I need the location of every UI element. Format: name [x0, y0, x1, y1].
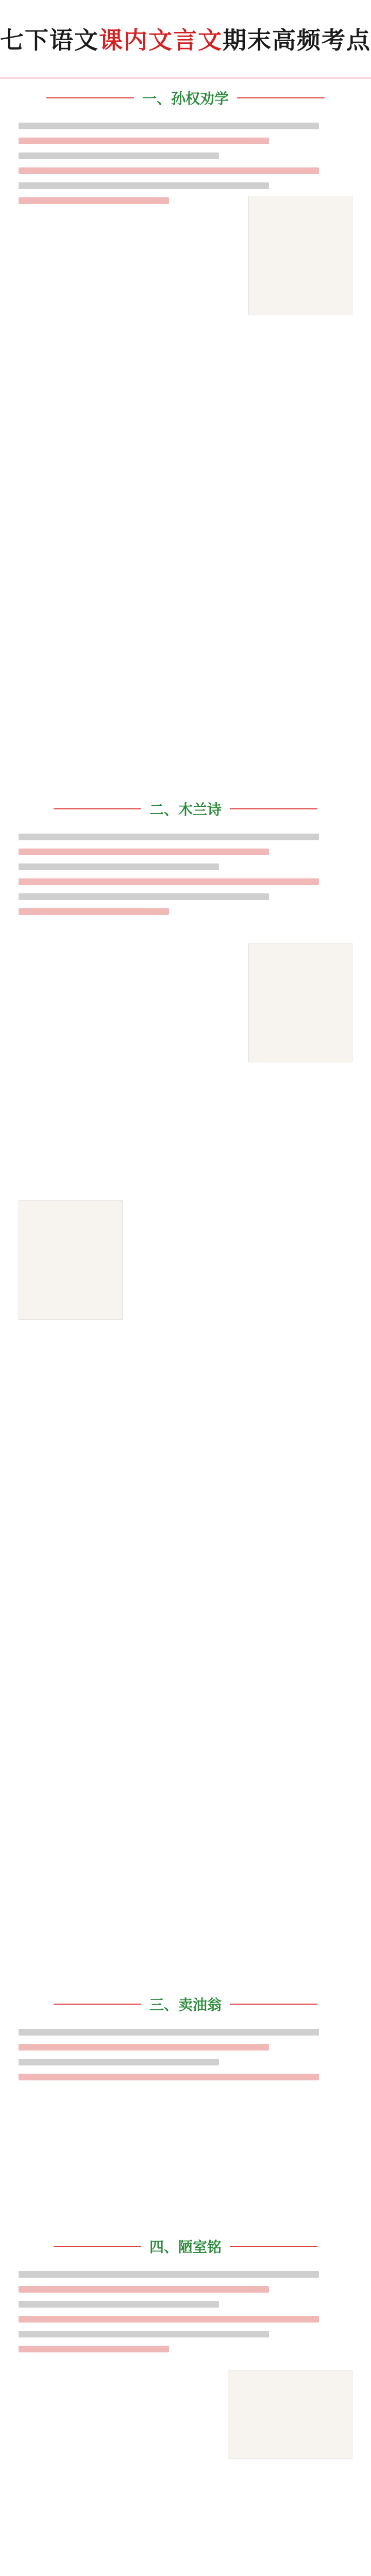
divider	[230, 2246, 317, 2247]
section-header	[0, 2231, 371, 2262]
section-header	[0, 82, 371, 113]
title-part-2: 课内文言文	[99, 26, 223, 54]
title-part-1: 七下语文	[0, 26, 99, 54]
section-loushiming	[0, 2231, 371, 2361]
text-placeholder	[0, 113, 371, 204]
section-heading: 三、卖油翁	[149, 1996, 222, 2013]
page-title	[0, 22, 371, 56]
section-heading: 一、孙权劝学	[142, 90, 229, 107]
illustration	[228, 2370, 352, 2459]
illustration	[19, 1200, 123, 1320]
text-placeholder	[0, 824, 371, 915]
section-heading: 四、陋室铭	[149, 2239, 222, 2256]
divider	[230, 808, 317, 809]
text-placeholder	[0, 2020, 371, 2080]
illustration	[248, 943, 352, 1062]
divider	[54, 808, 141, 809]
section-sunquan	[0, 82, 371, 212]
title-part-3: 期末高频考点	[223, 26, 371, 54]
section-header	[0, 793, 371, 824]
section-mulan	[0, 793, 371, 923]
section-heading: 二、木兰诗	[149, 801, 222, 818]
text-placeholder	[0, 2262, 371, 2352]
section-header	[0, 1989, 371, 2020]
title-bar	[0, 0, 371, 79]
section-maiyouweng	[0, 1989, 371, 2089]
divider	[54, 2004, 141, 2005]
divider	[230, 2004, 317, 2005]
divider	[54, 2246, 141, 2247]
illustration	[248, 196, 352, 315]
divider	[237, 97, 325, 98]
divider	[46, 97, 134, 98]
